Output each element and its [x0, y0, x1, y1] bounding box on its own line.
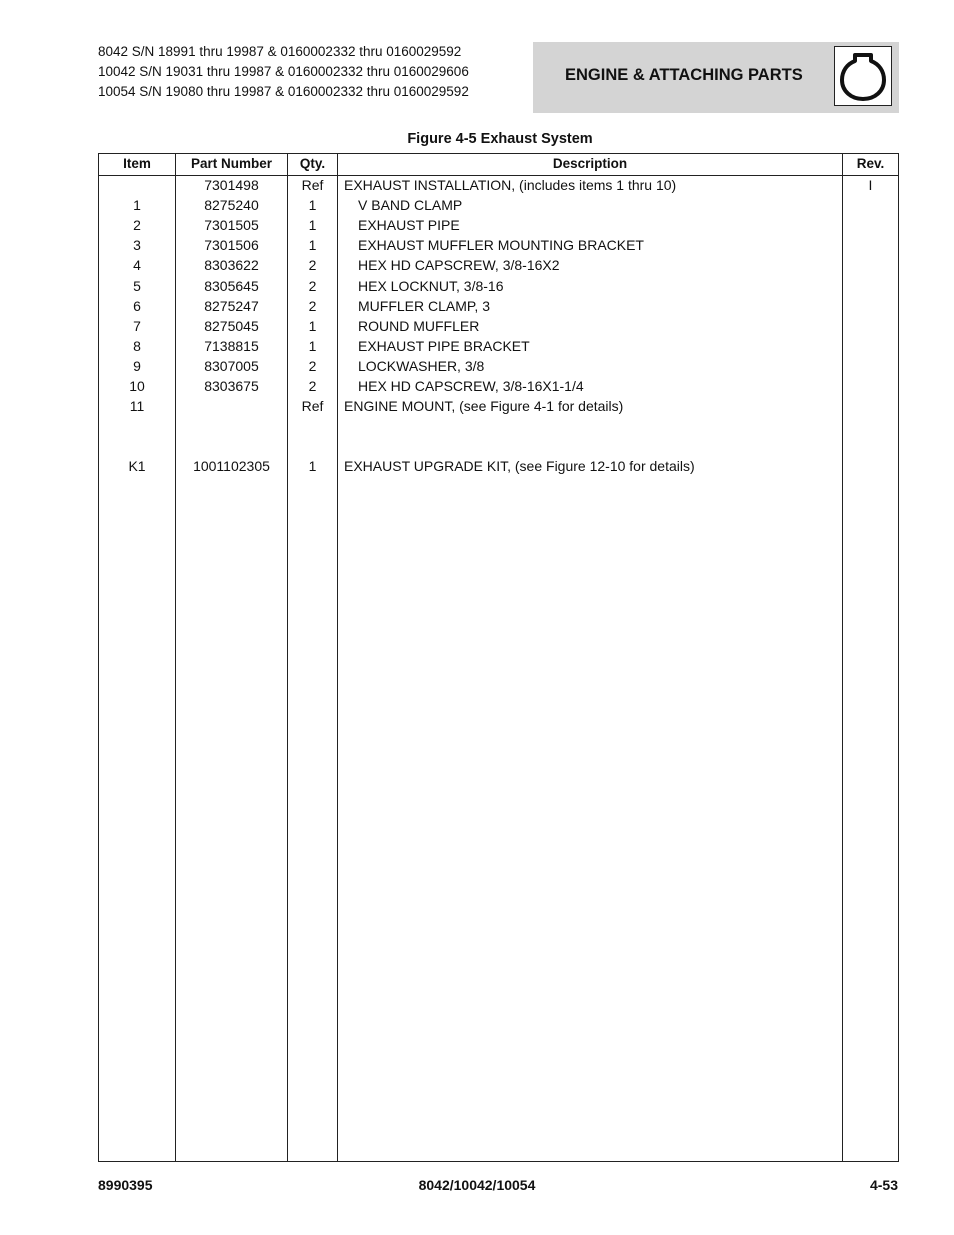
- qty-cell: 2: [308, 357, 317, 374]
- table-row: [99, 316, 898, 336]
- serial-line-8042: 8042 S/N 18991 thru 19987 & 0160002332 thru 0160029592: [98, 44, 462, 59]
- item-cell: 10: [129, 378, 145, 394]
- qty-cell: 1: [308, 237, 317, 254]
- table-row: [99, 416, 898, 436]
- item-cell: [99, 436, 175, 456]
- item-cell: 7: [133, 317, 141, 334]
- part-number-cell: 7138815: [204, 337, 259, 354]
- description-cell: EXHAUST UPGRADE KIT, (see Figure 12-10 for details): [344, 458, 695, 475]
- item-cell: K1: [128, 458, 146, 475]
- item-cell: 4: [133, 257, 141, 274]
- table-row: [99, 336, 898, 356]
- rev-cell: [843, 436, 898, 456]
- serial-line-10042: 10042 S/N 19031 thru 19987 & 0160002332 thru 0160029606: [98, 64, 469, 79]
- description-cell: MUFFLER CLAMP, 3: [358, 297, 490, 314]
- column-header-item: Item: [123, 156, 151, 171]
- rev-cell: [843, 356, 898, 376]
- description-cell: LOCKWASHER, 3/8: [358, 357, 485, 374]
- rev-cell: [843, 396, 898, 416]
- section-header-box: [533, 42, 899, 113]
- rev-cell: [843, 296, 898, 316]
- table-row: [99, 235, 898, 255]
- rev-cell: [843, 316, 898, 336]
- description-cell: ENGINE MOUNT, (see Figure 4-1 for details): [344, 398, 624, 415]
- qty-cell: 2: [308, 257, 317, 274]
- item-cell: 11: [129, 398, 145, 415]
- part-number-cell: 8275240: [204, 197, 259, 214]
- qty-cell: 1: [308, 217, 317, 234]
- column-header-rev: Rev.: [856, 156, 885, 171]
- table-row: [99, 215, 898, 235]
- qty-cell: Ref: [301, 398, 324, 415]
- table-row: [99, 296, 898, 316]
- table-row: [99, 276, 898, 296]
- part-number-cell: 7301505: [204, 217, 259, 234]
- description-cell: ROUND MUFFLER: [358, 317, 480, 334]
- item-cell: 2: [133, 217, 141, 234]
- description-cell: HEX HD CAPSCREW, 3/8-16X1-1/4: [358, 378, 584, 394]
- qty-cell: 2: [308, 378, 317, 394]
- description-cell: EXHAUST PIPE BRACKET: [358, 337, 530, 354]
- part-number-cell: 7301506: [204, 237, 259, 254]
- item-cell: 1: [133, 197, 141, 214]
- part-number-cell: 8303675: [204, 378, 259, 394]
- part-number-cell: 8305645: [204, 277, 259, 294]
- table-row: [99, 195, 898, 215]
- item-cell: [99, 175, 175, 195]
- serial-line-10054: 10054 S/N 19080 thru 19987 & 0160002332 thru 0160029592: [98, 84, 469, 99]
- rev-cell: [843, 416, 898, 436]
- qty-cell: 1: [308, 458, 317, 475]
- part-number-cell: 7301498: [204, 177, 259, 193]
- description-cell: V BAND CLAMP: [358, 197, 463, 214]
- parts-table: [98, 153, 899, 1162]
- description-cell: EXHAUST INSTALLATION, (includes items 1 thru 10): [344, 177, 677, 193]
- table-row: [99, 356, 898, 376]
- item-cell: [99, 416, 175, 436]
- description-cell: [341, 436, 844, 456]
- qty-cell: [288, 436, 337, 456]
- part-number-cell: 8303622: [204, 257, 259, 274]
- footer-models: 8042/10042/10054: [418, 1177, 536, 1193]
- serial-range-block: [98, 42, 469, 102]
- description-cell: HEX HD CAPSCREW, 3/8-16X2: [358, 257, 560, 274]
- qty-cell: Ref: [301, 177, 324, 193]
- item-cell: 5: [133, 277, 141, 294]
- item-cell: 8: [133, 337, 141, 354]
- table-row: [99, 436, 898, 456]
- qty-cell: 1: [308, 317, 317, 334]
- qty-cell: 1: [308, 197, 317, 214]
- footer-doc-number: 8990395: [98, 1177, 153, 1193]
- description-cell: [341, 416, 844, 436]
- rev-cell: [843, 215, 898, 235]
- description-cell: HEX LOCKNUT, 3/8-16: [358, 277, 504, 294]
- table-row: [99, 255, 898, 275]
- rev-cell: [843, 336, 898, 356]
- part-number-cell: 8275247: [204, 297, 259, 314]
- description-cell: EXHAUST PIPE: [358, 217, 460, 234]
- part-number-cell: 8307005: [204, 357, 259, 374]
- table-row: [99, 456, 898, 476]
- table-row: [99, 175, 898, 195]
- qty-cell: 1: [308, 337, 317, 354]
- qty-cell: [288, 416, 337, 436]
- item-cell: 6: [133, 297, 141, 314]
- engine-icon: [834, 46, 892, 106]
- description-cell: EXHAUST MUFFLER MOUNTING BRACKET: [358, 237, 644, 254]
- figure-title: Figure 4-5 Exhaust System: [407, 131, 593, 147]
- section-title: ENGINE & ATTACHING PARTS: [565, 66, 803, 84]
- column-header-qty: Qty.: [299, 156, 326, 171]
- part-number-cell: [176, 436, 287, 456]
- item-cell: 3: [133, 237, 141, 254]
- table-row: [99, 376, 898, 396]
- footer-page-number: 4-53: [869, 1177, 898, 1193]
- part-number-cell: 8275045: [204, 317, 259, 334]
- column-header-description: Description: [552, 156, 628, 171]
- qty-cell: 2: [308, 297, 317, 314]
- part-number-cell: [176, 416, 287, 436]
- rev-cell: [843, 255, 898, 275]
- part-number-cell: [176, 396, 287, 416]
- qty-cell: 2: [308, 277, 317, 294]
- item-cell: 9: [133, 357, 141, 374]
- rev-cell: [843, 376, 898, 396]
- rev-cell: [843, 276, 898, 296]
- rev-cell: [843, 456, 898, 476]
- part-number-cell: 1001102305: [193, 458, 270, 475]
- rev-cell: [843, 195, 898, 215]
- table-row: [99, 396, 898, 416]
- rev-cell: [843, 235, 898, 255]
- rev-cell: I: [868, 177, 873, 193]
- column-header-part-number: Part Number: [190, 156, 273, 171]
